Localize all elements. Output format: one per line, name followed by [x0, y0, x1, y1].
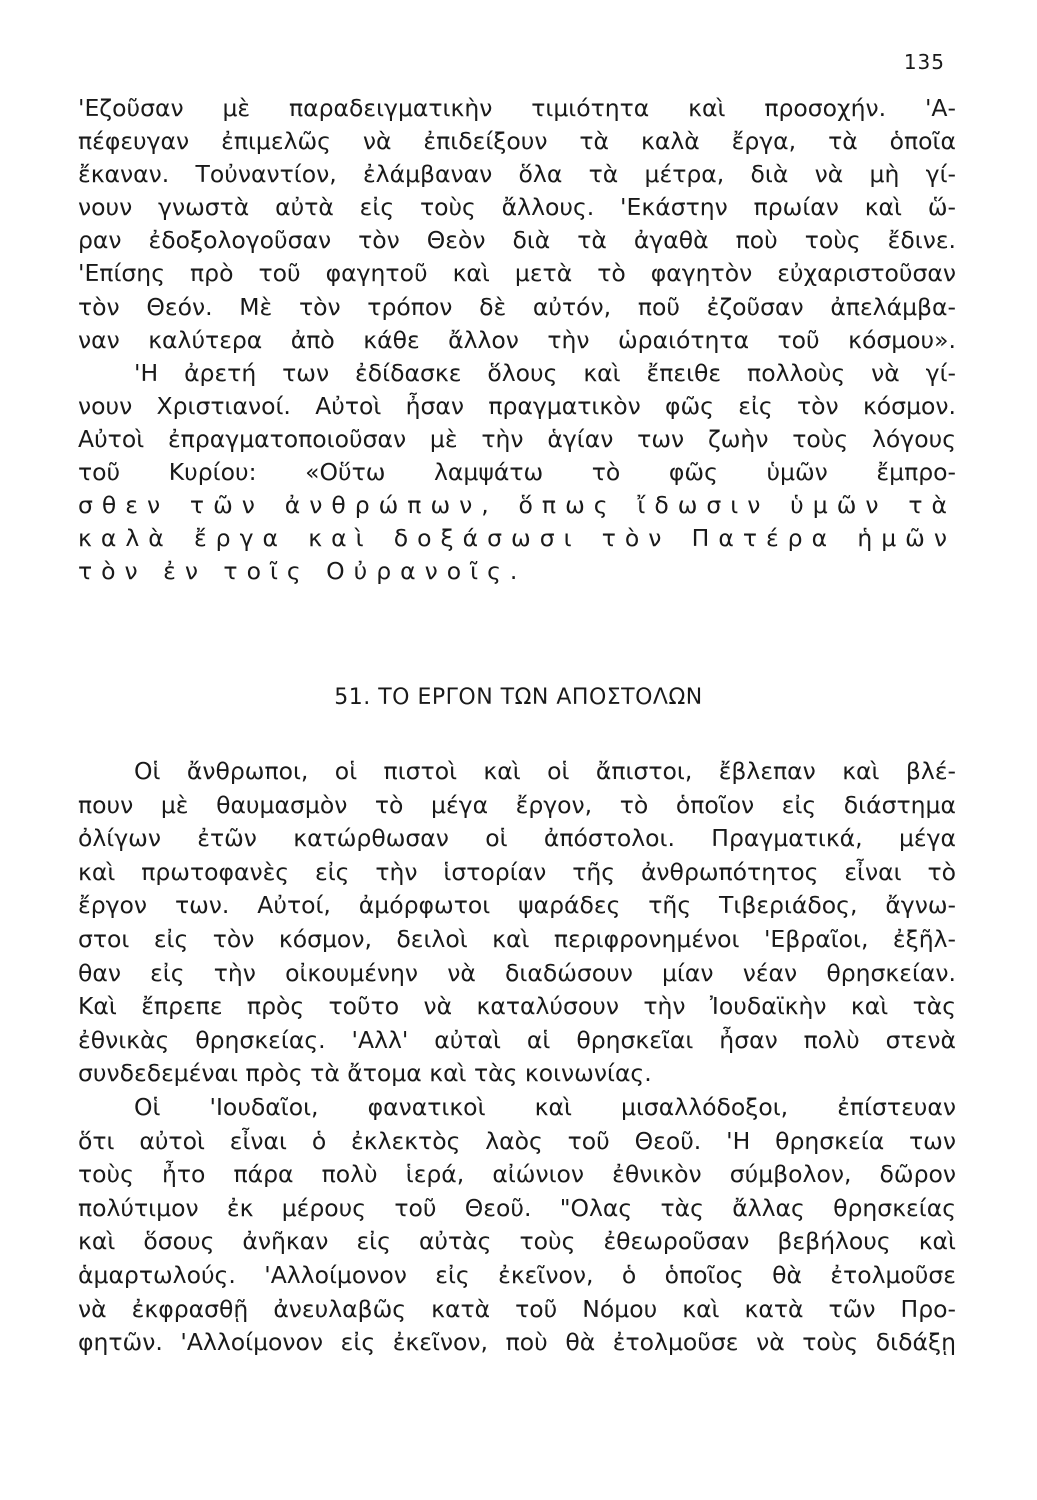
text-line: καὶ ὅσους ἀνῆκαν εἰς αὐτὰς τοὺς ἐθεωροῦσαν βεβήλους καὶ	[78, 1227, 956, 1256]
text-line: τοὺς ἦτο πάρα πολὺ ἱερά, αἰώνιον ἐθνικὸν σύμβολον, δῶρον	[78, 1160, 956, 1189]
text-line: τὸν Θεόν. Μὲ τὸν τρόπον δὲ αὐτόν, ποῦ ἐζοῦσαν ἀπελάμβα-	[78, 292, 956, 321]
text-line: 'Επίσης πρὸ τοῦ φαγητοῦ καὶ μετὰ τὸ φαγητὸν εὐχαριστοῦσαν	[78, 259, 956, 288]
text-line: ναν καλύτερα ἀπὸ κάθε ἄλλον τὴν ὡραιότητα τοῦ κόσμου».	[78, 325, 956, 354]
text-line: ὅτι αὐτοὶ εἶναι ὁ ἐκλεκτὸς λαὸς τοῦ Θεοῦ. 'Η θρησκεία των	[78, 1126, 956, 1155]
text-line: Οἱ 'Ιουδαῖοι, φανατικοὶ καὶ μισαλλόδοξοι, ἐπίστευαν	[134, 1092, 956, 1121]
page-number: 135	[903, 50, 945, 74]
text-line: ἔκαναν. Τοὐναντίον, ἐλάμβαναν ὅλα τὰ μέτρα, διὰ νὰ μὴ γί-	[78, 160, 956, 189]
text-line: θαν εἰς τὴν οἰκουμένην νὰ διαδώσουν μίαν νέαν θρησκείαν.	[78, 958, 956, 987]
text-line: ἁμαρτωλούς. 'Αλλοίμονον εἰς ἐκεῖνον, ὁ ὁποῖος θὰ ἐτολμοῦσε	[78, 1260, 956, 1289]
text-line: ὀλίγων ἐτῶν κατώρθωσαν οἱ ἀπόστολοι. Πραγματικά, μέγα	[78, 824, 956, 853]
text-line: 'Η ἀρετή των ἐδίδασκε ὅλους καὶ ἔπειθε πολλοὺς νὰ γί-	[134, 358, 956, 387]
text-line: καὶ πρωτοφανὲς εἰς τὴν ἱστορίαν τῆς ἀνθρωπότητος εἶναι τὸ	[78, 857, 956, 886]
quote-line: τὸν ἐν τοῖς Οὐρανοῖς.	[78, 557, 527, 586]
text-line: στοι εἰς τὸν κόσμον, δειλοὶ καὶ περιφρονημένοι 'Εβραῖοι, ἐξῆλ-	[78, 924, 956, 953]
text-line: Αὐτοὶ ἐπραγματοποιοῦσαν μὲ τὴν ἁγίαν των ζωὴν τοὺς λόγους	[78, 424, 956, 453]
text-line: 'Εζοῦσαν μὲ παραδειγματικὴν τιμιότητα καὶ προσοχήν. 'Α-	[78, 94, 956, 122]
text-line: φητῶν. 'Αλλοίμονον εἰς ἐκεῖνον, ποὺ θὰ ἐτολμοῦσε νὰ τοὺς διδάξῃ	[78, 1328, 956, 1357]
text-line: συνδεδεμέναι πρὸς τὰ ἄτομα καὶ τὰς κοινωνίας.	[78, 1059, 652, 1088]
paragraph-top	[78, 92, 956, 588]
section-heading: 51. ΤΟ ΕΡΓΟΝ ΤΩΝ ΑΠΟΣΤΟΛΩΝ	[334, 685, 703, 710]
text-line: ραν ἐδοξολογοῦσαν τὸν Θεὸν διὰ τὰ ἀγαθὰ ποὺ τοὺς ἔδινε.	[78, 226, 956, 255]
text-line: πέφευγαν ἐπιμελῶς νὰ ἐπιδείξουν τὰ καλὰ ἔργα, τὰ ὁποῖα	[78, 127, 956, 156]
text-line: Οἱ ἄνθρωποι, οἱ πιστοὶ καὶ οἱ ἄπιστοι, ἔβλεπαν καὶ βλέ-	[134, 757, 956, 785]
text-line: νουν Χριστιανοί. Αὐτοὶ ἦσαν πραγματικὸν φῶς εἰς τὸν κόσμον.	[78, 391, 956, 420]
text-line: ἐθνικὰς θρησκείας. 'Αλλ' αὐταὶ αἱ θρησκεῖαι ἦσαν πολὺ στενὰ	[78, 1025, 956, 1054]
text-line: πολύτιμον ἐκ μέρους τοῦ Θεοῦ. "Ολας τὰς ἄλλας θρησκείας	[78, 1193, 956, 1222]
quote-line: καλὰ ἔργα καὶ δοξάσωσι τὸν Πατέρα ἡμῶν	[78, 524, 956, 553]
text-line: νουν γνωστὰ αὐτὰ εἰς τοὺς ἄλλους. 'Εκάστην πρωίαν καὶ ὥ-	[78, 193, 956, 222]
text-line: ἔργον των. Αὐτοί, ἀμόρφωτοι ψαράδες τῆς Τιβεριάδος, ἄγνω-	[78, 891, 956, 920]
text-line: Καὶ ἔπρεπε πρὸς τοῦτο νὰ καταλύσουν τὴν Ἰουδαϊκὴν καὶ τὰς	[78, 992, 956, 1021]
quote-line: τοῦ Κυρίου: «Οὕτω λαμψάτω τὸ φῶς ὑμῶν ἔμπρο-	[78, 458, 956, 487]
text-line: νὰ ἐκφρασθῇ ἀνευλαβῶς κατὰ τοῦ Νόμου καὶ κατὰ τῶν Προ-	[78, 1294, 956, 1323]
text-line: πουν μὲ θαυμασμὸν τὸ μέγα ἔργον, τὸ ὁποῖον εἰς διάστημα	[78, 790, 956, 819]
paragraph-bottom	[78, 755, 956, 1360]
quote-line: σθεν τῶν ἀνθρώπων, ὅπως ἴδωσιν ὑμῶν τὰ	[78, 491, 956, 520]
